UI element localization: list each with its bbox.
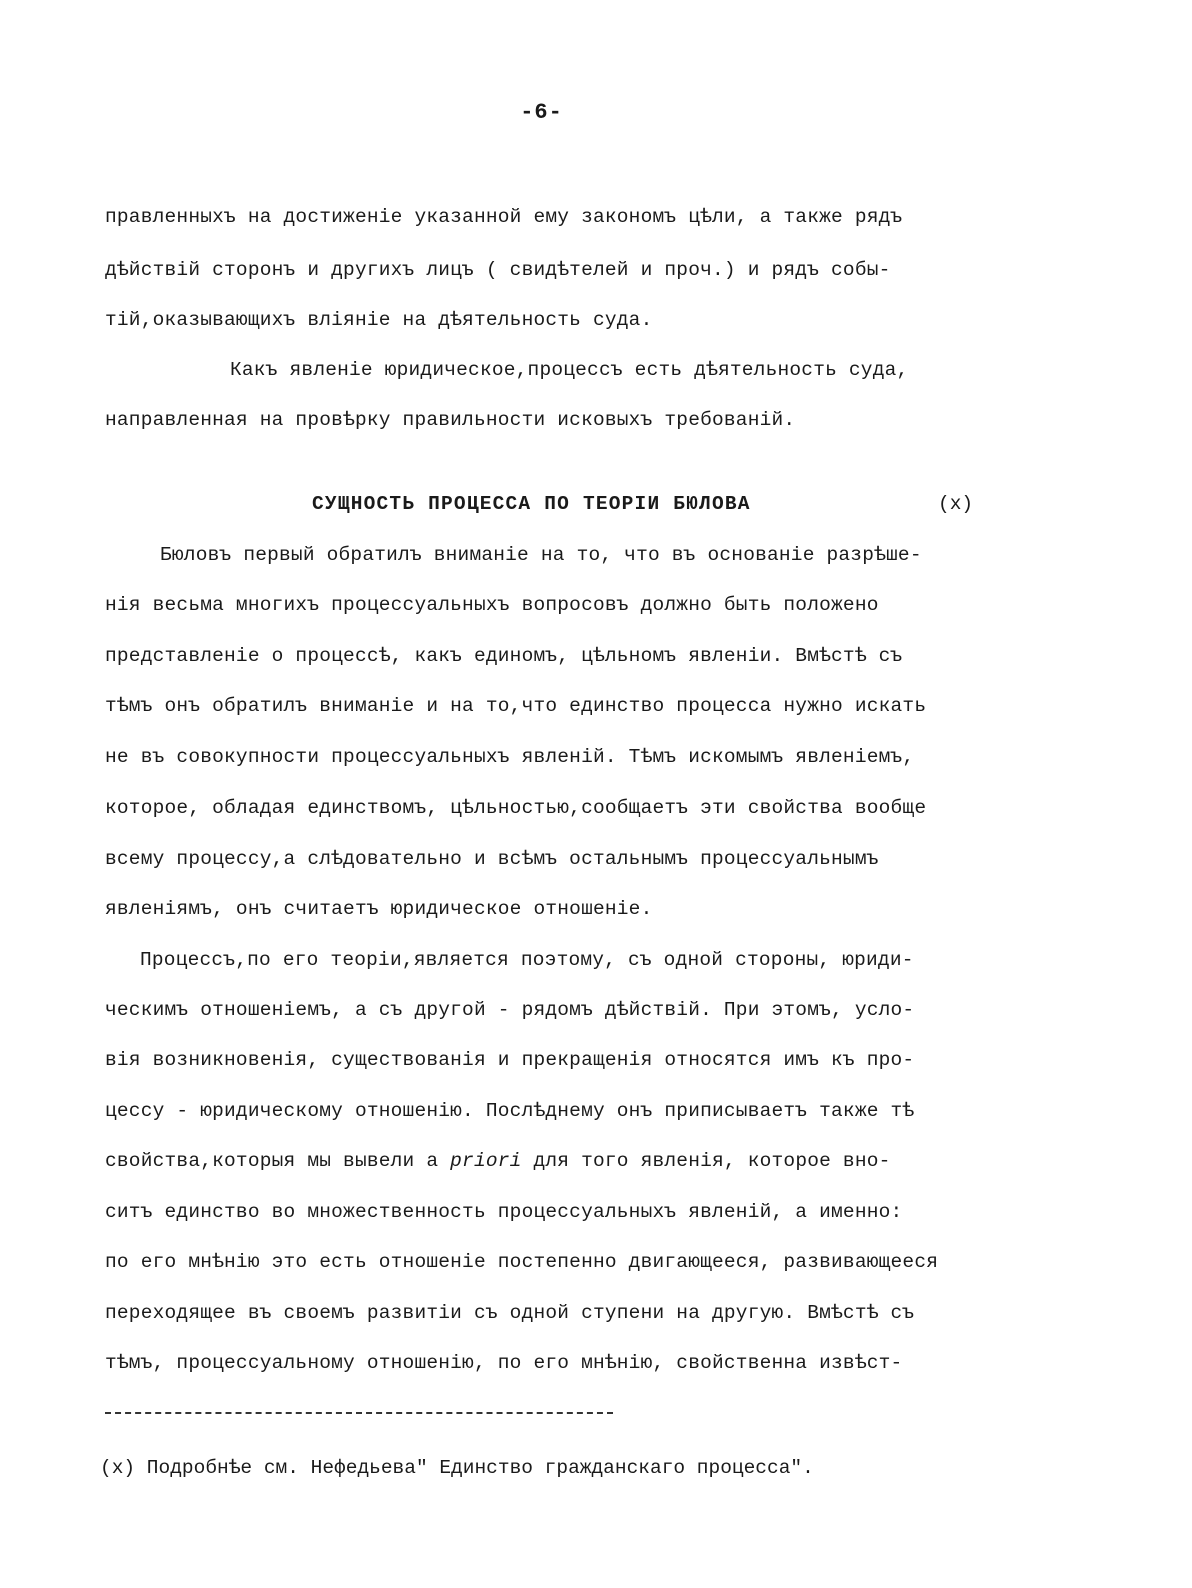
page-number: -6- <box>520 100 563 125</box>
text-line: представленіе о процессѣ, какъ единомъ, цѣльномъ явленіи. Вмѣстѣ съ <box>105 645 903 667</box>
text-line: Бюловъ первый обратилъ вниманіе на то, что въ основаніе разрѣше- <box>160 544 922 566</box>
text-line: тѣмъ, процессуальному отношенію, по его мнѣнію, свойственна извѣст- <box>105 1352 903 1374</box>
text-segment: для того явленія, которое вно- <box>521 1150 891 1172</box>
text-line: цессу - юридическому отношенію. Послѣднему онъ приписываетъ также тѣ <box>105 1100 915 1122</box>
text-line: тѣмъ онъ обратилъ вниманіе и на то,что единство процесса нужно искать <box>105 695 927 717</box>
text-line <box>105 1152 891 1172</box>
text-line: ческимъ отношеніемъ, а съ другой - рядомъ дѣйствій. При этомъ, усло- <box>105 999 915 1021</box>
text-line: явленіямъ, онъ считаетъ юридическое отношеніе. <box>105 898 653 920</box>
text-line: Процессъ,по его теоріи,является поэтому, съ одной стороны, юриди- <box>140 949 914 971</box>
text-line: дѣйствій сторонъ и другихъ лицъ ( свидѣтелей и проч.) и рядъ собы- <box>105 259 891 281</box>
text-line: вія возникновенія, существованія и прекращенія относятся имъ къ про- <box>105 1049 915 1071</box>
text-line: переходящее въ своемъ развитіи съ одной ступени на другую. Вмѣстѣ съ <box>105 1302 915 1324</box>
text-line: которое, обладая единствомъ, цѣльностью,сообщаетъ эти свойства вообще <box>105 797 927 819</box>
text-line: направленная на провѣрку правильности исковыхъ требованій. <box>105 409 796 431</box>
section-heading: СУЩНОСТЬ ПРОЦЕССА ПО ТЕОРІИ БЮЛОВА <box>312 493 751 515</box>
text-line: всему процессу,а слѣдовательно и всѣмъ остальнымъ процессуальнымъ <box>105 848 879 870</box>
text-line: ситъ единство во множественность процессуальныхъ явленій, а именно: <box>105 1201 903 1223</box>
text-line: правленныхъ на достиженіе указанной ему закономъ цѣли, а также рядъ <box>105 206 903 228</box>
text-line: Какъ явленіе юридическое,процессъ есть дѣятельность суда, <box>230 359 909 381</box>
text-line: не въ совокупности процессуальныхъ явленій. Тѣмъ искомымъ явленіемъ, <box>105 746 915 768</box>
footnote: (х) Подробнѣе см. Нефедьева" Единство гражданскаго процесса". <box>100 1457 814 1479</box>
footnote-divider <box>105 1412 613 1414</box>
text-line: тій,оказывающихъ вліяніе на дѣятельность суда. <box>105 309 653 331</box>
latin-term: priori <box>450 1150 522 1172</box>
text-line: нія весьма многихъ процессуальныхъ вопросовъ должно быть положено <box>105 594 879 616</box>
text-line: по его мнѣнію это есть отношеніе постепенно двигающееся, развивающееся <box>105 1251 939 1273</box>
text-segment: свойства,которыя мы вывели а <box>105 1150 451 1172</box>
footnote-marker: (х) <box>938 493 974 515</box>
